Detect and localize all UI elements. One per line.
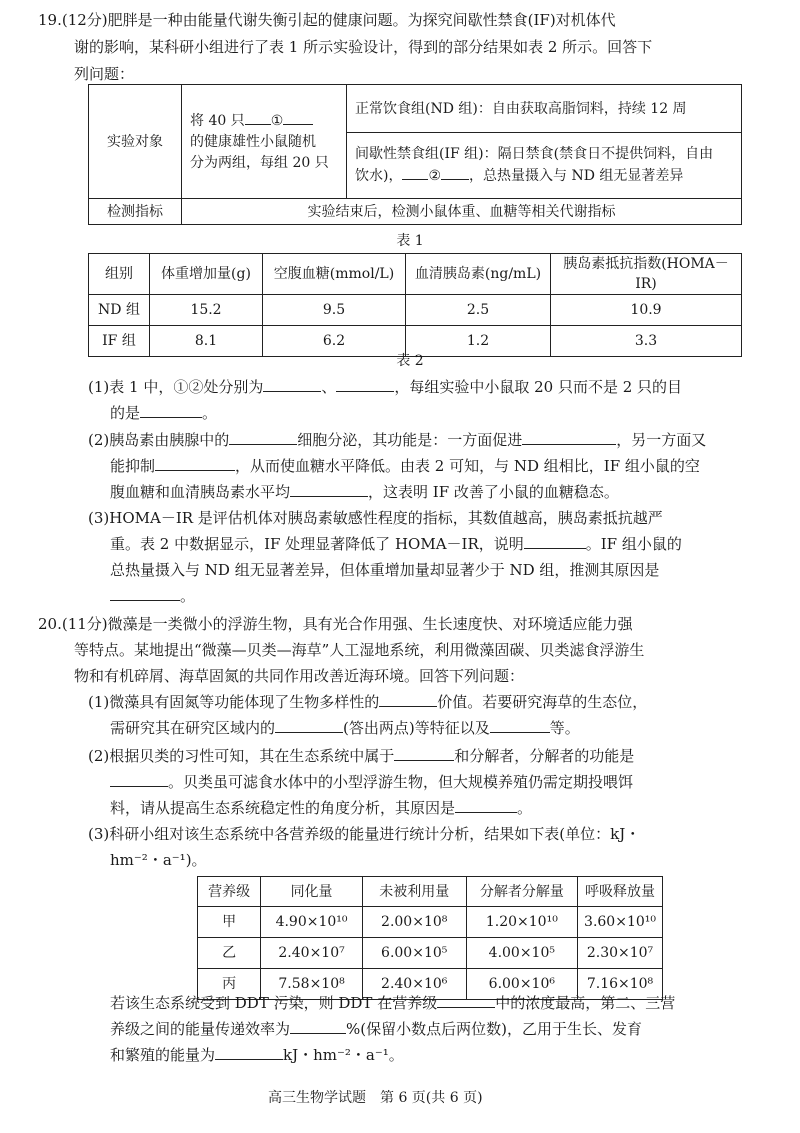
q19-sub3-line-2: 重。表 2 中数据显示，IF 处理显著降低了 HOMA－IR，说明 。IF 组小鼠的 (110, 535, 682, 553)
t3-cell: 乙 (198, 938, 261, 969)
page-footer: 高三生物学试题 第 6 页(共 6 页) (268, 1090, 483, 1106)
blank-1-mark: ① (270, 112, 284, 129)
t3-header: 分解者分解量 (466, 877, 577, 907)
t3-cell: 2.00×10⁸ (362, 907, 466, 938)
if-line-1: 间歇性禁食组(IF 组)：隔日禁食(禁食日不提供饲料，自由 (355, 146, 714, 162)
t2-header: 血清胰岛素(ng/mL) (406, 254, 551, 295)
if-line-2a: 饮水)， (355, 168, 403, 184)
t2-header: 组别 (89, 254, 150, 295)
q20-sub3-line-1: (3)科研小组对该生态系统中各营养级的能量进行统计分析，结果如下表(单位：kJ・ (88, 825, 641, 843)
indicator-text: 实验结束后，检测小鼠体重、血糖等相关代谢指标 (182, 199, 742, 225)
t2-cell: 15.2 (150, 295, 263, 326)
t3-header: 未被利用量 (362, 877, 466, 907)
table-row (198, 938, 663, 969)
t3-cell: 丙 (198, 969, 261, 1000)
table-1-caption: 表 1 (396, 233, 424, 249)
t2-cell: 9.5 (263, 295, 406, 326)
t3-cell: 2.30×10⁷ (578, 938, 663, 969)
q20-sub1-line-1: (1)微藻具有固氮等功能体现了生物多样性的 价值。若要研究海草的生态位， (88, 693, 648, 711)
t2-cell: 3.3 (551, 326, 742, 357)
q19-sub3-line-3: 总热量摄入与 ND 组无显著差异，但体重增加量却显著少于 ND 组，推测其原因是 (110, 561, 660, 579)
if-group-design (347, 133, 742, 199)
t2-cell: 1.2 (406, 326, 551, 357)
table-2 (88, 253, 742, 357)
nd-group-design: 正常饮食组(ND 组)：自由获取高脂饲料，持续 12 周 (347, 85, 742, 133)
q19-sub2-line-3: 腹血糖和血清胰岛素水平均 ，这表明 IF 改善了小鼠的血糖稳态。 (110, 483, 619, 501)
t2-cell: IF 组 (89, 326, 150, 357)
t3-cell: 2.40×10⁶ (362, 969, 466, 1000)
if-line-2b: ，总热量摄入与 ND 组无显著差异 (469, 168, 684, 184)
q20-intro-line-3: 物和有机碎屑、海草固氮的共同作用改善近海环境。回答下列问题： (74, 667, 525, 685)
table-row (89, 295, 742, 326)
q20-tail-line-3: 和繁殖的能量为 kJ・hm⁻²・a⁻¹。 (110, 1046, 404, 1064)
t2-cell: 8.1 (150, 326, 263, 357)
q20-sub2-line-1: (2)根据贝类的习性可知，其在生态系统中属于 和分解者，分解者的功能是 (88, 747, 635, 765)
q20-tail-line-1: 若该生态系统受到 DDT 污染，则 DDT 在营养级 中的浓度最高，第二、三营 (110, 994, 676, 1012)
q20-sub2-line-3: 料，请从提高生态系统稳定性的角度分析，其原因是 。 (110, 799, 533, 817)
t3-cell: 1.20×10¹⁰ (466, 907, 577, 938)
mice-line-2: 的健康雄性小鼠随机 (190, 133, 316, 150)
q19-sub3-line-4: 。 (110, 586, 195, 606)
t3-cell: 6.00×10⁶ (466, 969, 577, 1000)
t2-cell: 2.5 (406, 295, 551, 326)
mice-description (182, 85, 347, 199)
t3-cell: 4.90×10¹⁰ (261, 907, 363, 938)
t3-cell: 7.16×10⁸ (578, 969, 663, 1000)
table-1 (88, 84, 742, 225)
q19-sub3-line-1: (3)HOMA－IR 是评估机体对胰岛素敏感性程度的指标，其数值越高，胰岛素抵抗越严 (88, 509, 663, 527)
table-3 (197, 876, 663, 1000)
t2-cell: 6.2 (263, 326, 406, 357)
indicator-label: 检测指标 (89, 199, 182, 225)
q19-sub1-line-1: (1)表 1 中，①②处分别为 、 ，每组实验中小鼠取 20 只而不是 2 只的目 (88, 378, 683, 396)
t2-cell: ND 组 (89, 295, 150, 326)
t2-cell: 10.9 (551, 295, 742, 326)
mice-line-3: 分为两组，每组 20 只 (190, 154, 329, 171)
t3-header: 呼吸释放量 (578, 877, 663, 907)
q19-intro-line-3: 列问题： (74, 65, 135, 83)
q19-sub1-line-2: 的是 。 (110, 404, 218, 422)
t3-cell: 3.60×10¹⁰ (578, 907, 663, 938)
t2-header: 胰岛素抵抗指数(HOMA－IR) (551, 254, 742, 295)
t3-cell: 甲 (198, 907, 261, 938)
t3-header: 同化量 (261, 877, 363, 907)
t2-header: 体重增加量(g) (150, 254, 263, 295)
q19-intro-line-2: 谢的影响，某科研小组进行了表 1 所示实验设计，得到的部分结果如表 2 所示。回答下 (74, 38, 653, 56)
q19-intro-line-1: 19.(12分)肥胖是一种由能量代谢失衡引起的健康问题。为探究间歇性禁食(IF)对机体代 (38, 11, 616, 29)
q19-sub2-line-1: (2)胰岛素由胰腺中的 细胞分泌，其功能是：一方面促进 ，另一方面又 (88, 431, 707, 449)
table-row (198, 907, 663, 938)
t2-header: 空腹血糖(mmol/L) (263, 254, 406, 295)
mice-line-1: 将 40 只 (190, 112, 245, 129)
q20-intro-line-1: 20.(11分)微藻是一类微小的浮游生物，具有光合作用强、生长速度快、对环境适应能力强 (38, 615, 633, 633)
q20-sub1-line-2: 需研究其在研究区域内的 (答出两点)等特征以及 等。 (110, 719, 580, 737)
blank-2-mark: ② (428, 168, 442, 184)
q20-tail-line-2: 养级之间的能量传递效率为 %(保留小数点后两位数)，乙用于生长、发育 (110, 1020, 642, 1038)
q19-sub2-line-2: 能抑制 ，从而使血糖水平降低。由表 2 可知，与 ND 组相比，IF 组小鼠的空 (110, 457, 700, 475)
t3-header: 营养级 (198, 877, 261, 907)
subject-label: 实验对象 (89, 85, 182, 199)
q20-sub2-line-2: 。贝类虽可滤食水体中的小型浮游生物，但大规模养殖仍需定期投喂饵 (110, 772, 633, 792)
t3-cell: 2.40×10⁷ (261, 938, 363, 969)
t3-cell: 6.00×10⁵ (362, 938, 466, 969)
table-2-caption: 表 2 (396, 353, 424, 369)
q20-intro-line-2: 等特点。某地提出“微藻—贝类—海草”人工湿地系统，利用微藻固碳、贝类滤食浮游生 (74, 641, 645, 659)
t3-cell: 4.00×10⁵ (466, 938, 577, 969)
q20-sub3-line-2: hm⁻²・a⁻¹)。 (110, 851, 207, 869)
t3-cell: 7.58×10⁸ (261, 969, 363, 1000)
